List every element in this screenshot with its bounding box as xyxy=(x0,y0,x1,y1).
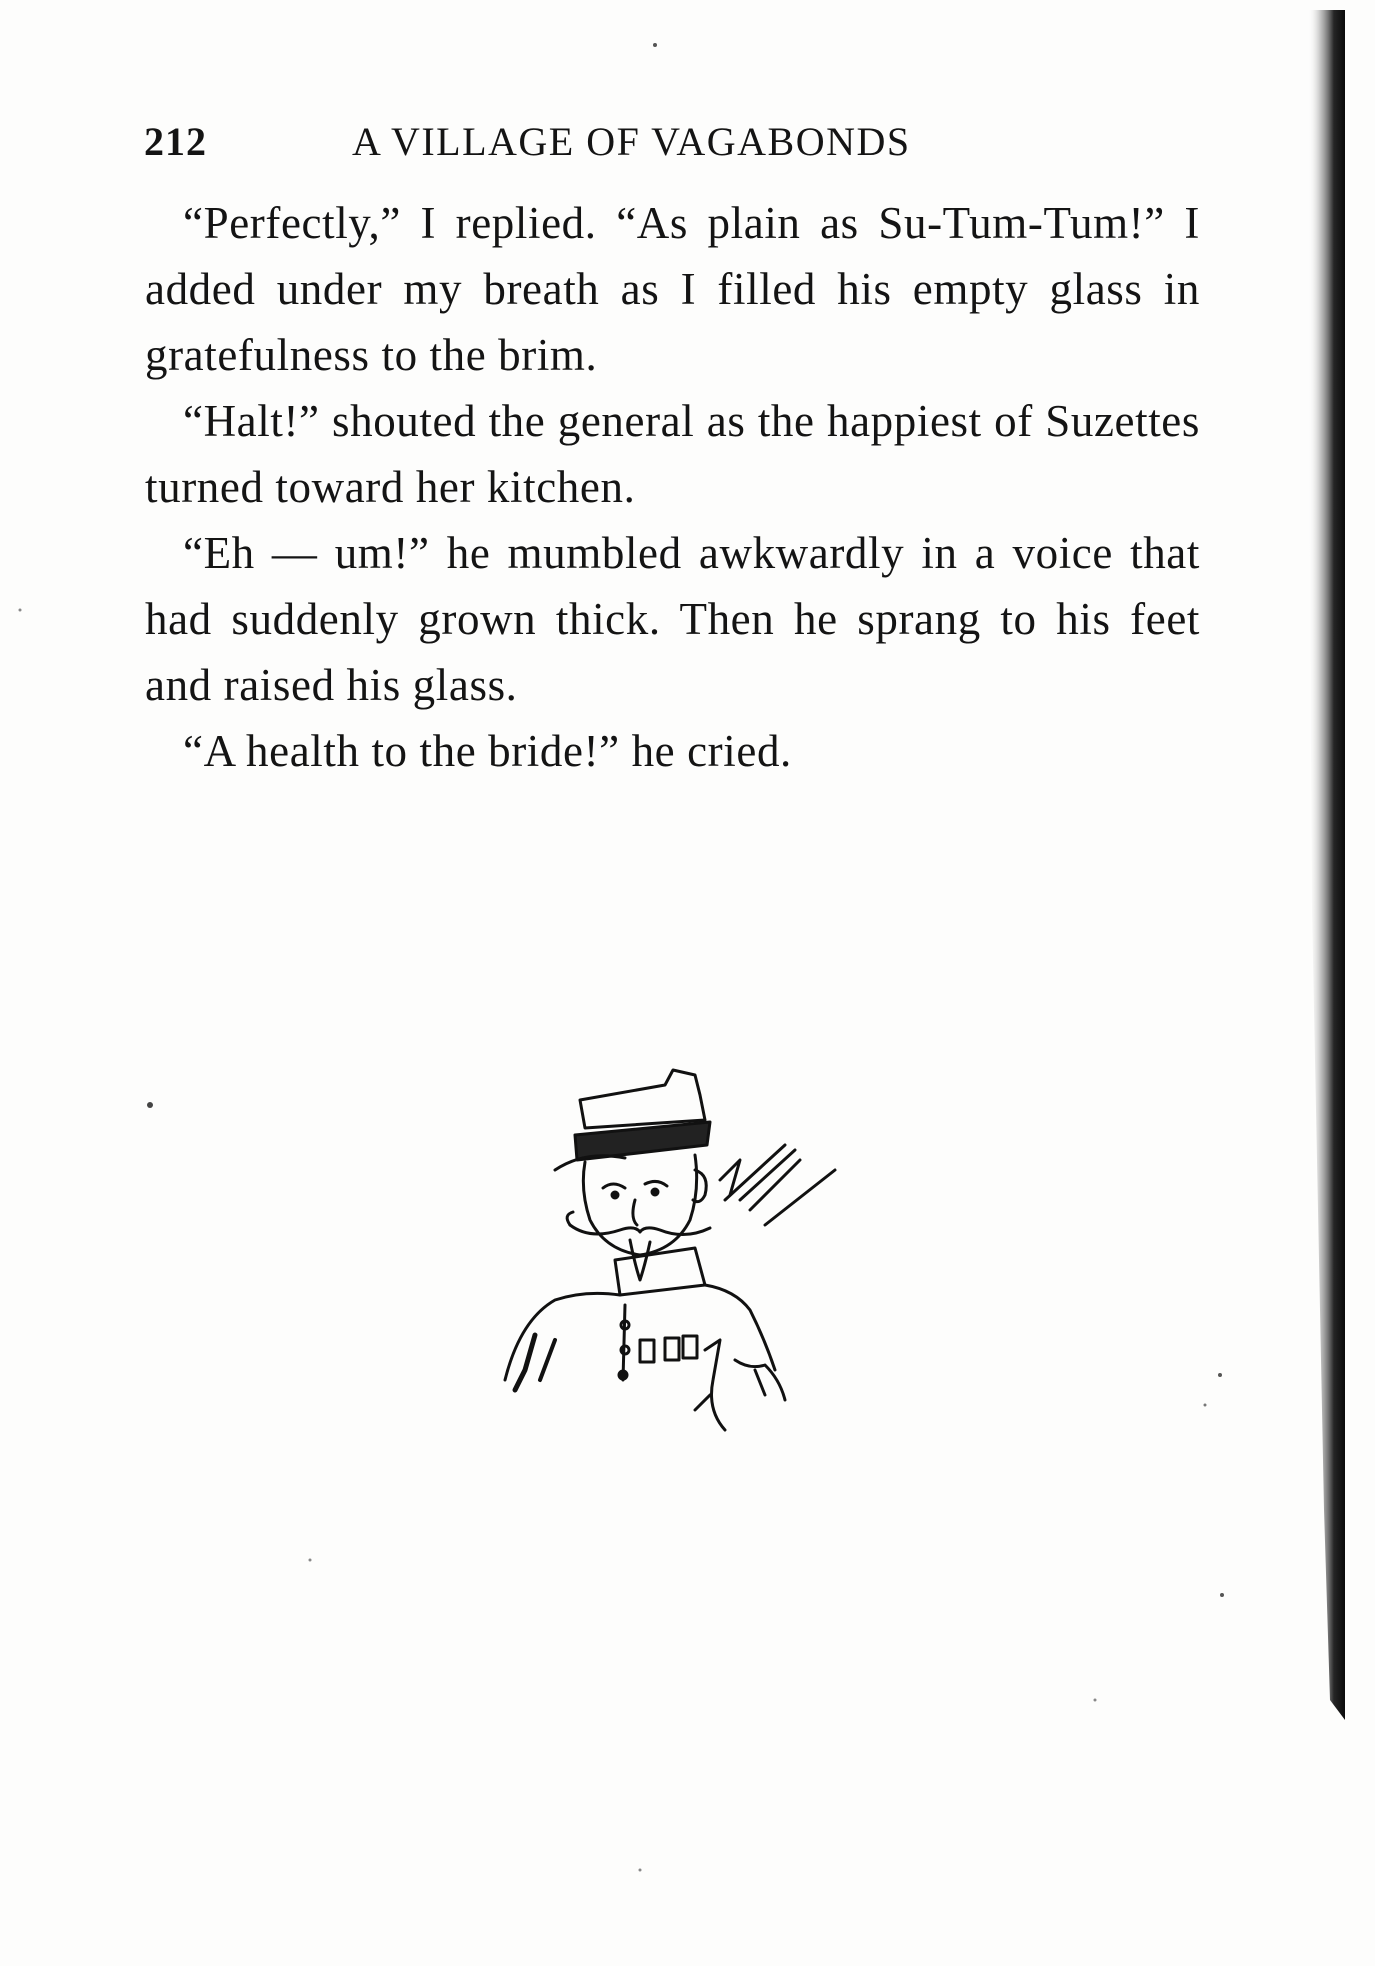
running-head: A VILLAGE OF VAGABONDS xyxy=(352,119,911,164)
paragraph: “Perfectly,” I replied. “As plain as Su-Tum-Tum!” I added under my breath as I filled his empty glass in gratefulness to the brim. xyxy=(145,198,1200,380)
page-binding-shadow xyxy=(1290,10,1345,1720)
general-in-uniform-sketch-icon xyxy=(495,1050,855,1450)
paragraph: “Eh — um!” he mumbled awkwardly in a voice that had suddenly grown thick. Then he sprang to his feet and raised his glass. xyxy=(145,528,1200,710)
page-number: 212 xyxy=(144,119,207,164)
page-header xyxy=(140,118,1200,178)
paragraph: “A health to the bride!” he cried. xyxy=(183,726,792,776)
body-text xyxy=(145,190,1200,784)
paragraph: “Halt!” shouted the general as the happiest of Suzettes turned toward her kitchen. xyxy=(145,396,1200,512)
